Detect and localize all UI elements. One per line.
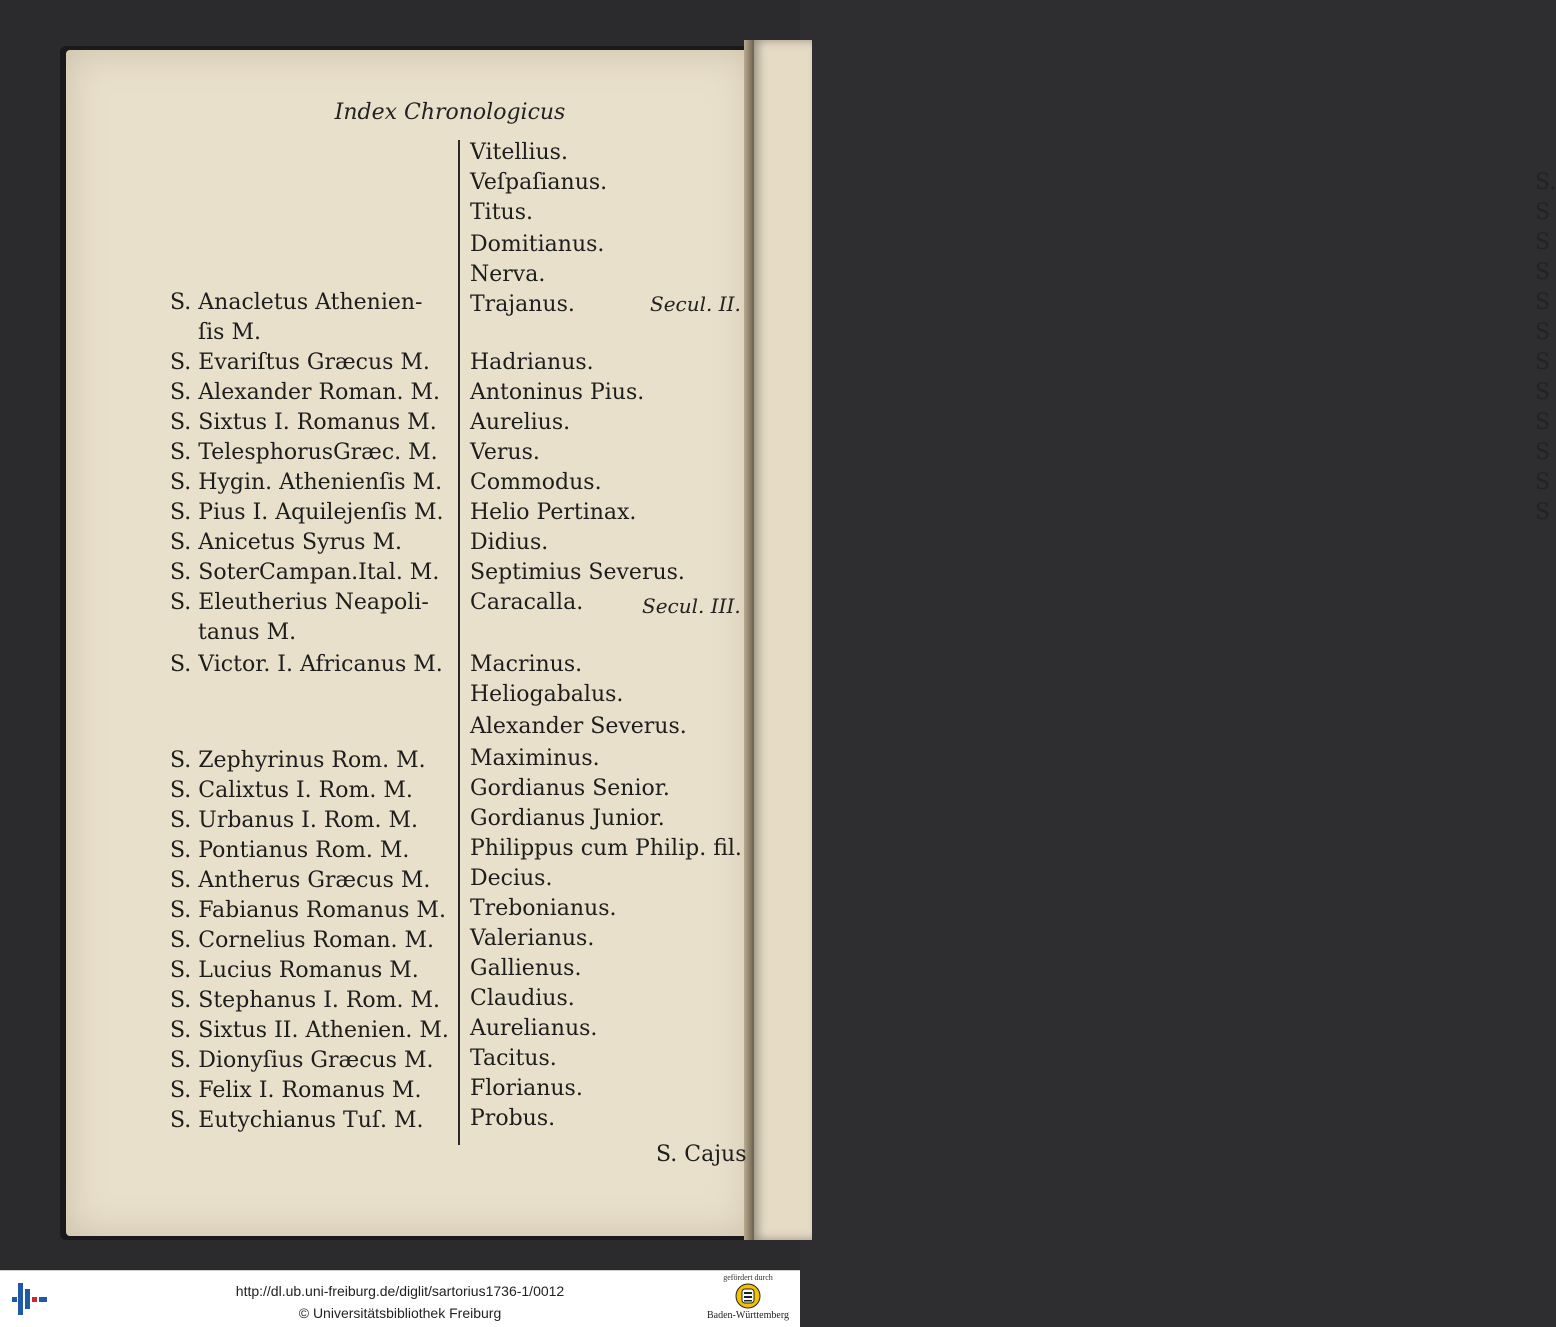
emperor-entry: Tacitus.: [470, 1046, 557, 1071]
century-mark: Secul. III.: [642, 594, 741, 618]
pope-entry: S. Eutychianus Tuſ. M.: [170, 1108, 424, 1133]
pope-entry: S. Victor. I. Africanus M.: [170, 652, 443, 677]
pope-entry: S. Antherus Græcus M.: [170, 868, 431, 893]
facing-page-letter: S: [1535, 350, 1551, 375]
emperor-entry: Gordianus Senior.: [470, 776, 670, 801]
pope-entry: S. SoterCampan.Ital. M.: [170, 560, 440, 585]
emperor-entry: Commodus.: [470, 470, 602, 495]
emperor-entry: Caracalla.: [470, 590, 584, 615]
running-head: Index Chronologicus: [334, 100, 566, 125]
facing-page-letter: S: [1535, 410, 1551, 435]
pope-entry: S. Lucius Romanus M.: [170, 958, 419, 983]
facing-page-letter: S: [1535, 440, 1551, 465]
emperor-entry: Aurelianus.: [470, 1016, 598, 1041]
emperor-entry: Claudius.: [470, 986, 575, 1011]
emperor-entry: Gallienus.: [470, 956, 582, 981]
emperor-entry: Verus.: [470, 440, 540, 465]
facing-page-letter: S.: [1535, 170, 1556, 195]
emperor-entry: Vitellius.: [470, 140, 568, 165]
pope-entry: S. Zephyrinus Rom. M.: [170, 748, 426, 773]
pope-entry: S. Dionyſius Græcus M.: [170, 1048, 434, 1073]
emperor-entry: Trebonianus.: [470, 896, 617, 921]
emperor-entry: Nerva.: [470, 262, 546, 287]
pope-entry: S. Felix I. Romanus M.: [170, 1078, 422, 1103]
emperor-entry: Didius.: [470, 530, 549, 555]
emperor-entry: Decius.: [470, 866, 553, 891]
pope-entry: S. Anicetus Syrus M.: [170, 530, 402, 555]
coat-of-arms-icon: [735, 1283, 761, 1309]
pope-entry: tanus M.: [198, 620, 297, 645]
pope-entry: S. Sixtus I. Romanus M.: [170, 410, 437, 435]
facing-page-letter: S: [1535, 320, 1551, 345]
book-gutter: [744, 40, 754, 1240]
facing-page-letter: S: [1535, 230, 1551, 255]
pope-entry: S. Pontianus Rom. M.: [170, 838, 410, 863]
citation-url-link[interactable]: http://dl.ub.uni-freiburg.de/diglit/sartorius1736-1/0012: [235, 1283, 565, 1299]
emperor-entry: Hadrianus.: [470, 350, 594, 375]
facing-page-letter: S: [1535, 200, 1551, 225]
facing-page-letter: S: [1535, 470, 1551, 495]
pope-entry: S. Anacletus Athenien-: [170, 290, 423, 315]
pope-entry: S. Hygin. Athenienſis M.: [170, 470, 443, 495]
emperor-entry: Macrinus.: [470, 652, 583, 677]
sponsor-name: Baden-Württemberg: [706, 1310, 789, 1321]
facing-page-letter: S: [1535, 290, 1551, 315]
facing-page-letter: S: [1535, 500, 1551, 525]
pope-entry: S. Cornelius Roman. M.: [170, 928, 435, 953]
pope-entry: S. Fabianus Romanus M.: [170, 898, 446, 923]
emperor-entry: Trajanus.: [470, 292, 575, 317]
pope-entry: S. Urbanus I. Rom. M.: [170, 808, 419, 833]
emperor-entry: Gordianus Junior.: [470, 806, 665, 831]
emperor-entry: Heliogabalus.: [470, 682, 624, 707]
pope-entry: S. Sixtus II. Athenien. M.: [170, 1018, 449, 1043]
catchword: S. Cajus: [656, 1142, 747, 1167]
century-mark: Secul. II.: [650, 292, 741, 316]
emperor-entry: Veſpaſianus.: [470, 170, 608, 195]
footer-bar: [0, 1270, 800, 1327]
facing-page-letter: S: [1535, 380, 1551, 405]
facing-page-letters: [1535, 168, 1556, 528]
copyright-notice: © Universitätsbibliothek Freiburg: [298, 1305, 502, 1321]
pope-entry: S. Calixtus I. Rom. M.: [170, 778, 413, 803]
emperor-entry: Maximinus.: [470, 746, 600, 771]
column-divider: [458, 140, 460, 1145]
emperor-entry: Philippus cum Philip. fil.: [470, 836, 742, 861]
baden-wuerttemberg-logo: [696, 1273, 800, 1327]
pope-entry: S. Pius I. Aquilejenſis M.: [170, 500, 444, 525]
emperor-entry: Antoninus Pius.: [470, 380, 645, 405]
emperor-entry: Aurelius.: [470, 410, 571, 435]
pope-entry: S. Eleutherius Neapoli-: [170, 590, 429, 615]
pope-entry: S. Evariſtus Græcus M.: [170, 350, 430, 375]
emperor-entry: Titus.: [470, 200, 534, 225]
emperor-entry: Helio Pertinax.: [470, 500, 637, 525]
emperor-entry: Florianus.: [470, 1076, 583, 1101]
pope-entry: S. Alexander Roman. M.: [170, 380, 440, 405]
pope-entry: ſis M.: [198, 320, 261, 345]
facing-page-letter: S: [1535, 260, 1551, 285]
emperor-entry: Probus.: [470, 1106, 556, 1131]
sponsor-label: gefördert durch: [723, 1273, 773, 1282]
emperor-entry: Alexander Severus.: [470, 714, 687, 739]
emperor-entry: Septimius Severus.: [470, 560, 685, 585]
pope-entry: S. TelesphorusGræc. M.: [170, 440, 438, 465]
facing-page-edge: [752, 40, 1556, 1240]
emperor-entry: Domitianus.: [470, 232, 605, 257]
emperor-entry: Valerianus.: [470, 926, 595, 951]
pope-entry: S. Stephanus I. Rom. M.: [170, 988, 441, 1013]
